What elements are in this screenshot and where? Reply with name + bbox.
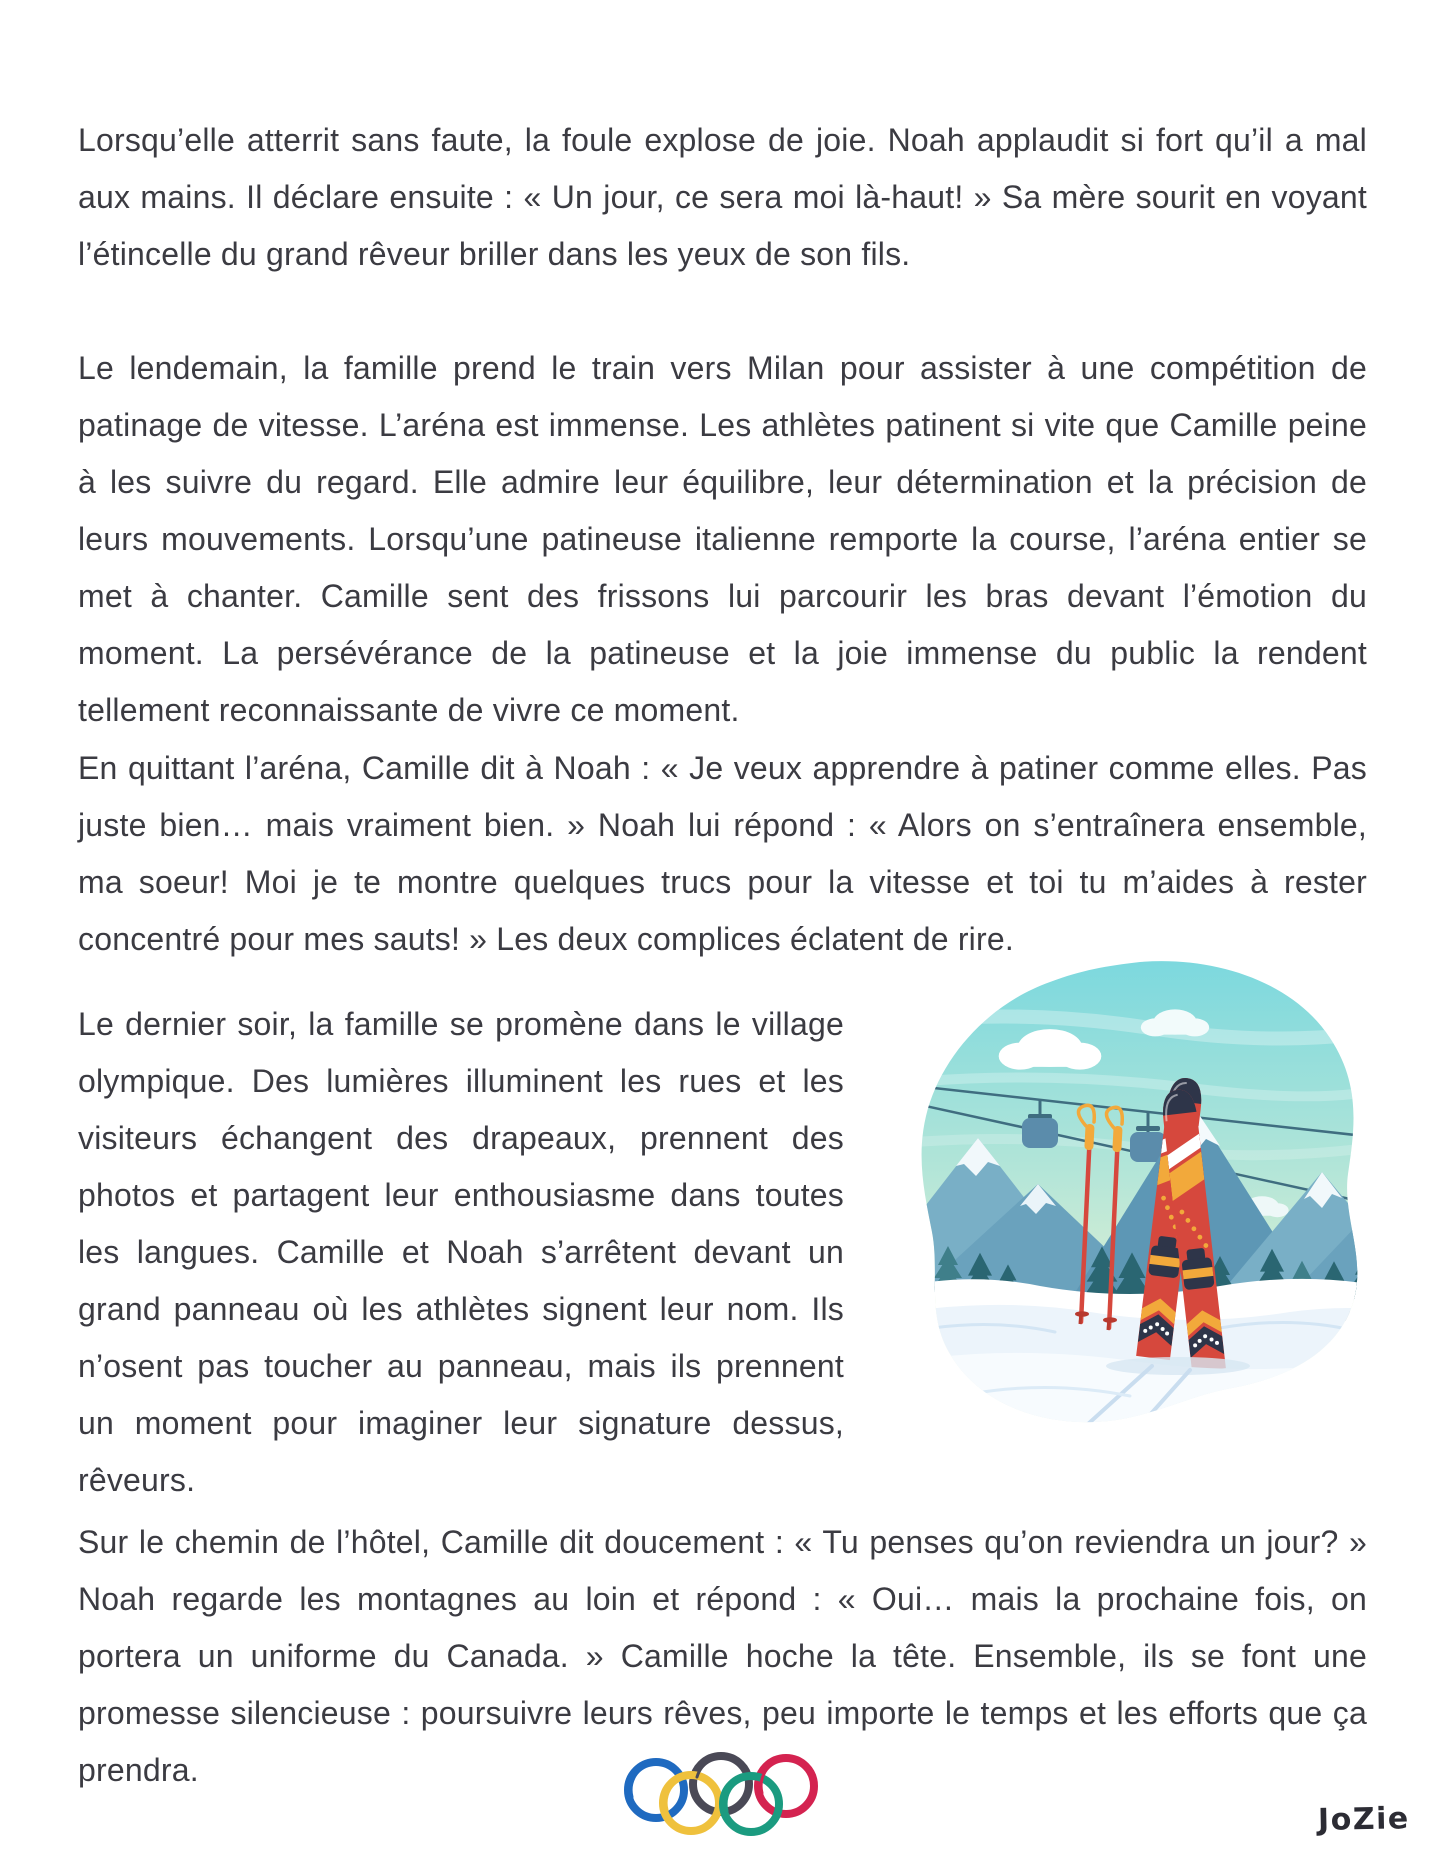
story-paragraph-1: Lorsqu’elle atterrit sans faute, la foule explose de joie. Noah applaudit si fort qu’il a mal aux mains. Il déclare ensuite : « Un jour, ce sera moi là-haut! » Sa mère sourit en voyant l’étincelle du grand rêveur briller dans les yeux de son fils. — [78, 122, 1367, 272]
author-signature: JoZie — [1317, 1801, 1410, 1838]
foreground-snow — [890, 1353, 1390, 1426]
ring-blue — [628, 1762, 684, 1818]
olympic-rings-logo — [612, 1742, 832, 1862]
ring-red — [758, 1758, 814, 1814]
olympic-rings-graphic — [612, 1742, 832, 1862]
ski-scene-graphic — [890, 956, 1390, 1426]
story-paragraph-3: En quittant l’aréna, Camille dit à Noah : « Je veux apprendre à patiner comme elles. Pas juste bien… mais vraiment bien. » Noah lui répond : « Alors on s’entraînera ensemble, ma soeur! Moi je te montre quelques trucs pour la vitesse et toi tu m’aides à rester concentré pour mes sauts! » Les deux complices éclatent de rire. — [78, 750, 1367, 957]
story-paragraph-4: Le dernier soir, la famille se promène dans le village olympique. Des lumières illuminent les rues et les visiteurs échangent des drapeaux, prennent des photos et partagent leur enthousiasme dans toutes les langues. Camille et Noah s’arrêtent devant un grand panneau où les athlètes signent leur nom. Ils n’osent pas toucher au panneau, mais ils prennent un moment pour imaginer leur signature dessus, rêveurs. — [78, 1006, 844, 1498]
story-paragraph-2: Le lendemain, la famille prend le train vers Milan pour assister à une compétition de patinage de vitesse. L’aréna est immense. Les athlètes patinent si vite que Camille peine à les suivre du regard. Elle admire leur équilibre, leur détermination et la précision de leurs mouvements. Lorsqu’une patineuse italienne remporte la course, l’aréna entier se met à chanter. Camille sent des frissons lui parcourir les bras devant l’émotion du moment. La persévérance de la patineuse et la joie immense du public la rendent tellement reconnaissante de vivre ce moment. — [78, 350, 1367, 728]
winter-ski-illustration — [890, 956, 1390, 1426]
story-paragraph-5: Sur le chemin de l’hôtel, Camille dit doucement : « Tu penses qu’on reviendra un jour? » Noah regarde les montagnes au loin et répond : « Oui… mais la prochaine fois, on portera un uniforme du Canada. » Camille hoche la tête. Ensemble, ils se font une promesse silencieuse : poursuivre leurs rêves, peu importe le temps et les efforts que ça prendra. — [78, 1524, 1367, 1788]
